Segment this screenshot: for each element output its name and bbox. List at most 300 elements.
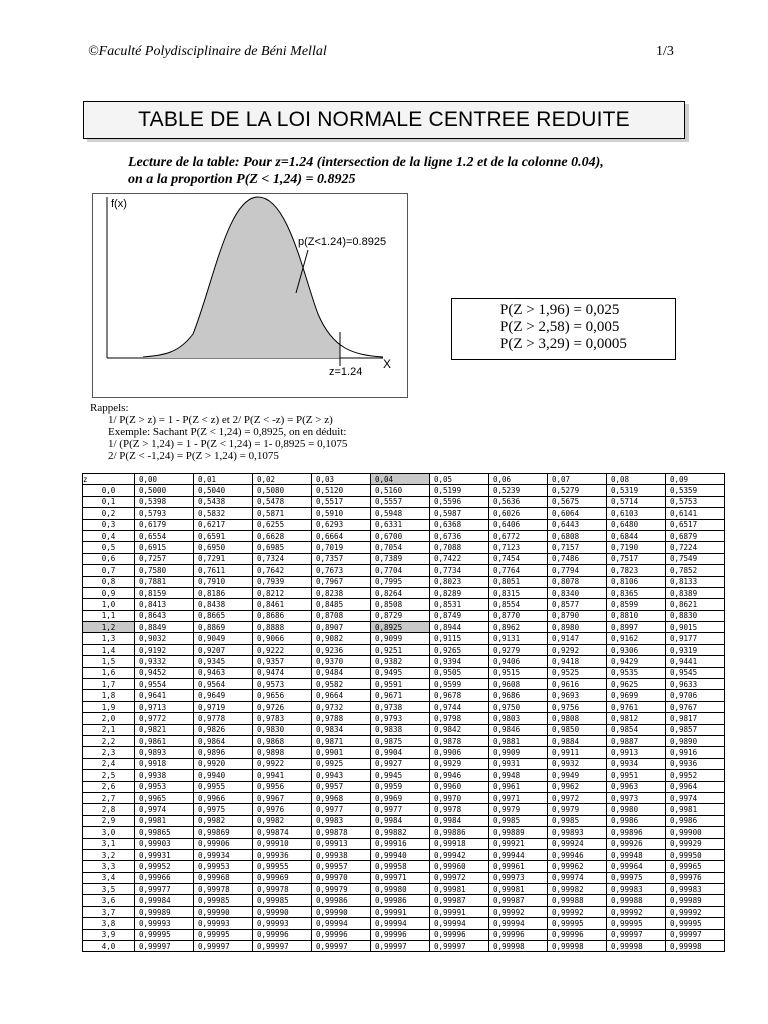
table-cell: 0,9099 — [371, 633, 430, 644]
table-cell: 0,9916 — [666, 747, 725, 758]
table-cell: 0,9222 — [253, 644, 312, 655]
table-cell: 0,9931 — [489, 758, 548, 769]
table-cell: 0,9817 — [666, 713, 725, 724]
table-row — [83, 918, 725, 929]
table-cell: 0,9976 — [253, 804, 312, 815]
table-row — [83, 827, 725, 838]
table-cell: 0,9292 — [548, 644, 607, 655]
table-cell: 0,9821 — [135, 724, 194, 735]
table-cell: 0,9616 — [548, 679, 607, 690]
table-cell: 0,9940 — [194, 770, 253, 781]
header-z: z — [83, 474, 135, 485]
column-header: 0,05 — [430, 474, 489, 485]
table-cell: 0,99988 — [548, 895, 607, 906]
table-cell: 0,8389 — [666, 587, 725, 598]
table-cell: 0,99952 — [135, 861, 194, 872]
table-cell: 0,8729 — [371, 610, 430, 621]
table-cell: 0,6736 — [430, 530, 489, 541]
table-cell: 0,9906 — [430, 747, 489, 758]
table-cell: 0,5871 — [253, 508, 312, 519]
table-cell: 0,9732 — [312, 701, 371, 712]
table-cell: 0,99965 — [666, 861, 725, 872]
table-cell: 0,9934 — [607, 758, 666, 769]
table-cell: 0,9881 — [489, 735, 548, 746]
table-row — [83, 633, 725, 644]
table-cell: 0,99985 — [194, 895, 253, 906]
table-cell: 0,9918 — [135, 758, 194, 769]
table-cell: 0,99989 — [135, 906, 194, 917]
table-row — [83, 656, 725, 667]
table-cell: 0,5239 — [489, 485, 548, 496]
table-cell: 0,9207 — [194, 644, 253, 655]
table-cell: 0,9693 — [548, 690, 607, 701]
table-cell: 0,8051 — [489, 576, 548, 587]
table-cell: 0,7704 — [371, 565, 430, 576]
row-z-value: 3,9 — [83, 929, 135, 940]
table-cell: 0,9306 — [607, 644, 666, 655]
table-cell: 0,99985 — [253, 895, 312, 906]
table-cell: 0,9979 — [489, 804, 548, 815]
table-row — [83, 713, 725, 724]
table-cell: 0,5080 — [253, 485, 312, 496]
critical-value-2: P(Z > 2,58) = 0,005 — [500, 319, 620, 335]
table-cell: 0,9941 — [253, 770, 312, 781]
table-cell: 0,9948 — [489, 770, 548, 781]
table-cell: 0,6985 — [253, 542, 312, 553]
table-cell: 0,9970 — [430, 792, 489, 803]
table-cell: 0,99961 — [489, 861, 548, 872]
table-cell: 0,7823 — [607, 565, 666, 576]
table-cell: 0,8708 — [312, 610, 371, 621]
table-cell: 0,9798 — [430, 713, 489, 724]
table-cell: 0,9975 — [194, 804, 253, 815]
row-z-value: 3,3 — [83, 861, 135, 872]
table-cell: 0,99987 — [489, 895, 548, 906]
table-cell: 0,99997 — [371, 941, 430, 952]
table-cell: 0,8186 — [194, 587, 253, 598]
table-cell: 0,9115 — [430, 633, 489, 644]
table-cell: 0,99993 — [194, 918, 253, 929]
table-cell: 0,6915 — [135, 542, 194, 553]
table-cell: 0,99955 — [253, 861, 312, 872]
table-cell: 0,99903 — [135, 838, 194, 849]
table-cell: 0,6628 — [253, 530, 312, 541]
table-cell: 0,5478 — [253, 496, 312, 507]
table-cell: 0,9878 — [430, 735, 489, 746]
table-cell: 0,8485 — [312, 599, 371, 610]
table-cell: 0,8238 — [312, 587, 371, 598]
table-cell: 0,9838 — [371, 724, 430, 735]
rappels-line-3: 1/ (P(Z > 1,24) = 1 - P(Z < 1,24) = 1- 0,8925 = 0,1075 — [108, 438, 348, 450]
table-cell: 0,9162 — [607, 633, 666, 644]
table-cell: 0,99906 — [194, 838, 253, 849]
table-cell: 0,99995 — [666, 918, 725, 929]
table-cell: 0,8790 — [548, 610, 607, 621]
table-row — [83, 701, 725, 712]
table-cell: 0,9641 — [135, 690, 194, 701]
table-cell: 0,6217 — [194, 519, 253, 530]
table-cell: 0,9484 — [312, 667, 371, 678]
table-cell: 0,99886 — [430, 827, 489, 838]
table-cell: 0,8770 — [489, 610, 548, 621]
table-cell: 0,99926 — [607, 838, 666, 849]
table-cell: 0,6554 — [135, 530, 194, 541]
table-cell: 0,9370 — [312, 656, 371, 667]
row-z-value: 2,7 — [83, 792, 135, 803]
table-cell: 0,9968 — [312, 792, 371, 803]
table-cell: 0,99940 — [371, 849, 430, 860]
table-cell: 0,9972 — [548, 792, 607, 803]
table-cell: 0,9927 — [371, 758, 430, 769]
table-cell: 0,7389 — [371, 553, 430, 564]
table-cell: 0,8849 — [135, 622, 194, 633]
table-cell: 0,9986 — [666, 815, 725, 826]
table-cell: 0,9147 — [548, 633, 607, 644]
row-z-value: 1,1 — [83, 610, 135, 621]
table-cell: 0,99998 — [548, 941, 607, 952]
table-cell: 0,99982 — [548, 884, 607, 895]
table-cell: 0,9943 — [312, 770, 371, 781]
table-cell: 0,99968 — [194, 872, 253, 883]
row-z-value: 0,5 — [83, 542, 135, 553]
table-cell: 0,99924 — [548, 838, 607, 849]
table-cell: 0,99992 — [607, 906, 666, 917]
table-cell: 0,99990 — [194, 906, 253, 917]
table-cell: 0,5000 — [135, 485, 194, 496]
table-cell: 0,99991 — [371, 906, 430, 917]
table-row — [83, 929, 725, 940]
column-header: 0,00 — [135, 474, 194, 485]
table-cell: 0,9973 — [607, 792, 666, 803]
table-cell: 0,9982 — [194, 815, 253, 826]
row-z-value: 1,3 — [83, 633, 135, 644]
table-cell: 0,5160 — [371, 485, 430, 496]
table-cell: 0,9131 — [489, 633, 548, 644]
table-cell: 0,8159 — [135, 587, 194, 598]
table-cell: 0,9971 — [489, 792, 548, 803]
normal-curve-figure — [92, 193, 408, 398]
table-cell: 0,99986 — [371, 895, 430, 906]
row-z-value: 1,6 — [83, 667, 135, 678]
table-cell: 0,5636 — [489, 496, 548, 507]
row-z-value: 0,6 — [83, 553, 135, 564]
table-cell: 0,99913 — [312, 838, 371, 849]
row-z-value: 2,0 — [83, 713, 135, 724]
table-cell: 0,99975 — [607, 872, 666, 883]
table-row — [83, 679, 725, 690]
table-cell: 0,9066 — [253, 633, 312, 644]
table-cell: 0,99974 — [548, 872, 607, 883]
table-cell: 0,9535 — [607, 667, 666, 678]
page-title: TABLE DE LA LOI NORMALE CENTREE REDUITE — [138, 108, 630, 131]
table-cell: 0,99984 — [135, 895, 194, 906]
row-z-value: 3,8 — [83, 918, 135, 929]
table-cell: 0,9812 — [607, 713, 666, 724]
table-cell: 0,6026 — [489, 508, 548, 519]
table-cell: 0,9778 — [194, 713, 253, 724]
table-cell: 0,5714 — [607, 496, 666, 507]
row-z-value: 1,7 — [83, 679, 135, 690]
table-cell: 0,7123 — [489, 542, 548, 553]
table-cell: 0,99995 — [548, 918, 607, 929]
table-row — [83, 815, 725, 826]
table-cell: 0,9857 — [666, 724, 725, 735]
table-cell: 0,7881 — [135, 576, 194, 587]
table-cell: 0,9985 — [548, 815, 607, 826]
table-cell: 0,99996 — [253, 929, 312, 940]
column-header: 0,03 — [312, 474, 371, 485]
table-cell: 0,9713 — [135, 701, 194, 712]
table-cell: 0,99983 — [607, 884, 666, 895]
table-cell: 0,99896 — [607, 827, 666, 838]
row-z-value: 1,4 — [83, 644, 135, 655]
table-row — [83, 861, 725, 872]
table-cell: 0,6255 — [253, 519, 312, 530]
table-cell: 0,5279 — [548, 485, 607, 496]
table-cell: 0,9952 — [666, 770, 725, 781]
table-cell: 0,99878 — [312, 827, 371, 838]
row-z-value: 3,4 — [83, 872, 135, 883]
table-cell: 0,9911 — [548, 747, 607, 758]
table-cell: 0,9887 — [607, 735, 666, 746]
table-cell: 0,6406 — [489, 519, 548, 530]
table-cell: 0,6517 — [666, 519, 725, 530]
table-cell: 0,99991 — [430, 906, 489, 917]
table-cell: 0,99958 — [371, 861, 430, 872]
table-cell: 0,99962 — [548, 861, 607, 872]
table-cell: 0,7611 — [194, 565, 253, 576]
table-cell: 0,7454 — [489, 553, 548, 564]
table-cell: 0,9986 — [607, 815, 666, 826]
table-cell: 0,5793 — [135, 508, 194, 519]
table-cell: 0,6591 — [194, 530, 253, 541]
table-row — [83, 770, 725, 781]
table-cell: 0,9418 — [548, 656, 607, 667]
table-cell: 0,99918 — [430, 838, 489, 849]
row-z-value: 0,2 — [83, 508, 135, 519]
table-cell: 0,9015 — [666, 622, 725, 633]
table-row — [83, 667, 725, 678]
table-cell: 0,9032 — [135, 633, 194, 644]
row-z-value: 0,7 — [83, 565, 135, 576]
table-cell: 0,99997 — [312, 941, 371, 952]
table-cell: 0,99865 — [135, 827, 194, 838]
table-cell: 0,9977 — [312, 804, 371, 815]
table-cell: 0,9946 — [430, 770, 489, 781]
row-z-value: 2,5 — [83, 770, 135, 781]
table-row — [83, 530, 725, 541]
table-row — [83, 849, 725, 860]
table-cell: 0,9938 — [135, 770, 194, 781]
table-cell: 0,9925 — [312, 758, 371, 769]
column-header: 0,04 — [371, 474, 430, 485]
table-header-row — [83, 474, 725, 485]
table-cell: 0,9591 — [371, 679, 430, 690]
table-cell: 0,99996 — [430, 929, 489, 940]
row-z-value: 2,9 — [83, 815, 135, 826]
normal-distribution-table — [82, 473, 725, 952]
table-row — [83, 895, 725, 906]
table-cell: 0,9964 — [666, 781, 725, 792]
table-cell: 0,99994 — [312, 918, 371, 929]
table-cell: 0,9738 — [371, 701, 430, 712]
table-cell: 0,9890 — [666, 735, 725, 746]
table-cell: 0,99882 — [371, 827, 430, 838]
table-cell: 0,7995 — [371, 576, 430, 587]
row-z-value: 4,0 — [83, 941, 135, 952]
table-cell: 0,9932 — [548, 758, 607, 769]
table-cell: 0,99997 — [253, 941, 312, 952]
table-cell: 0,9830 — [253, 724, 312, 735]
row-z-value: 2,1 — [83, 724, 135, 735]
critical-value-1: P(Z > 1,96) = 0,025 — [500, 302, 620, 318]
table-cell: 0,8980 — [548, 622, 607, 633]
table-cell: 0,8599 — [607, 599, 666, 610]
table-cell: 0,99869 — [194, 827, 253, 838]
row-z-value: 3,2 — [83, 849, 135, 860]
table-cell: 0,7734 — [430, 565, 489, 576]
table-cell: 0,9251 — [371, 644, 430, 655]
table-cell: 0,7291 — [194, 553, 253, 564]
table-cell: 0,6443 — [548, 519, 607, 530]
table-cell: 0,9959 — [371, 781, 430, 792]
table-cell: 0,9909 — [489, 747, 548, 758]
table-cell: 0,9082 — [312, 633, 371, 644]
table-row — [83, 485, 725, 496]
table-cell: 0,8888 — [253, 622, 312, 633]
row-z-value: 0,9 — [83, 587, 135, 598]
table-cell: 0,7157 — [548, 542, 607, 553]
table-cell: 0,99916 — [371, 838, 430, 849]
table-cell: 0,99960 — [430, 861, 489, 872]
table-cell: 0,9463 — [194, 667, 253, 678]
table-cell: 0,9842 — [430, 724, 489, 735]
table-cell: 0,5438 — [194, 496, 253, 507]
table-cell: 0,9750 — [489, 701, 548, 712]
table-cell: 0,99994 — [489, 918, 548, 929]
table-cell: 0,9981 — [135, 815, 194, 826]
table-cell: 0,6141 — [666, 508, 725, 519]
table-row — [83, 519, 725, 530]
table-cell: 0,99993 — [253, 918, 312, 929]
row-z-value: 1,9 — [83, 701, 135, 712]
table-cell: 0,99997 — [194, 941, 253, 952]
row-z-value: 2,3 — [83, 747, 135, 758]
table-cell: 0,99978 — [194, 884, 253, 895]
table-cell: 0,7088 — [430, 542, 489, 553]
table-cell: 0,8665 — [194, 610, 253, 621]
table-cell: 0,9678 — [430, 690, 489, 701]
area-label: p(Z<1.24)=0.8925 — [298, 236, 387, 248]
table-cell: 0,9633 — [666, 679, 725, 690]
table-cell: 0,9671 — [371, 690, 430, 701]
table-cell: 0,7549 — [666, 553, 725, 564]
table-cell: 0,99996 — [371, 929, 430, 940]
table-cell: 0,99929 — [666, 838, 725, 849]
table-cell: 0,8686 — [253, 610, 312, 621]
table-cell: 0,9920 — [194, 758, 253, 769]
row-z-value: 3,6 — [83, 895, 135, 906]
table-cell: 0,8212 — [253, 587, 312, 598]
table-cell: 0,9429 — [607, 656, 666, 667]
table-cell: 0,9913 — [607, 747, 666, 758]
table-cell: 0,9649 — [194, 690, 253, 701]
table-cell: 0,9983 — [312, 815, 371, 826]
table-cell: 0,7224 — [666, 542, 725, 553]
table-cell: 0,7852 — [666, 565, 725, 576]
table-row — [83, 792, 725, 803]
lecture-line-2: on a la proportion P(Z < 1,24) = 0.8925 — [128, 172, 356, 187]
table-row — [83, 644, 725, 655]
table-cell: 0,9929 — [430, 758, 489, 769]
table-cell: 0,9192 — [135, 644, 194, 655]
table-cell: 0,99966 — [135, 872, 194, 883]
table-row — [83, 804, 725, 815]
row-z-value: 0,1 — [83, 496, 135, 507]
table-cell: 0,7517 — [607, 553, 666, 564]
table-cell: 0,8438 — [194, 599, 253, 610]
table-cell: 0,9960 — [430, 781, 489, 792]
table-cell: 0,9953 — [135, 781, 194, 792]
table-cell: 0,9808 — [548, 713, 607, 724]
table-cell: 0,99989 — [666, 895, 725, 906]
table-cell: 0,99889 — [489, 827, 548, 838]
table-cell: 0,9981 — [666, 804, 725, 815]
table-cell: 0,9884 — [548, 735, 607, 746]
table-row — [83, 906, 725, 917]
table-cell: 0,5910 — [312, 508, 371, 519]
column-header: 0,01 — [194, 474, 253, 485]
table-cell: 0,9265 — [430, 644, 489, 655]
table-cell: 0,99987 — [430, 895, 489, 906]
row-z-value: 3,7 — [83, 906, 135, 917]
table-cell: 0,99978 — [253, 884, 312, 895]
table-cell: 0,9871 — [312, 735, 371, 746]
table-cell: 0,8944 — [430, 622, 489, 633]
table-cell: 0,9394 — [430, 656, 489, 667]
table-cell: 0,9949 — [548, 770, 607, 781]
table-cell: 0,5517 — [312, 496, 371, 507]
table-cell: 0,9922 — [253, 758, 312, 769]
table-cell: 0,9783 — [253, 713, 312, 724]
row-z-value: 0,8 — [83, 576, 135, 587]
table-cell: 0,7190 — [607, 542, 666, 553]
table-cell: 0,99953 — [194, 861, 253, 872]
table-cell: 0,8023 — [430, 576, 489, 587]
table-cell: 0,9319 — [666, 644, 725, 655]
table-cell: 0,9896 — [194, 747, 253, 758]
table-cell: 0,5832 — [194, 508, 253, 519]
shaded-area — [143, 197, 340, 358]
table-cell: 0,9686 — [489, 690, 548, 701]
table-cell: 0,99957 — [312, 861, 371, 872]
table-cell: 0,9945 — [371, 770, 430, 781]
table-cell: 0,9525 — [548, 667, 607, 678]
column-header: 0,08 — [607, 474, 666, 485]
table-cell: 0,9984 — [371, 815, 430, 826]
table-cell: 0,99946 — [548, 849, 607, 860]
table-cell: 0,9978 — [430, 804, 489, 815]
table-cell: 0,9573 — [253, 679, 312, 690]
table-cell: 0,9985 — [489, 815, 548, 826]
row-z-value: 3,5 — [83, 884, 135, 895]
table-cell: 0,8643 — [135, 610, 194, 621]
table-cell: 0,8907 — [312, 622, 371, 633]
row-z-value: 2,6 — [83, 781, 135, 792]
table-row — [83, 565, 725, 576]
table-cell: 0,5557 — [371, 496, 430, 507]
table-cell: 0,7794 — [548, 565, 607, 576]
